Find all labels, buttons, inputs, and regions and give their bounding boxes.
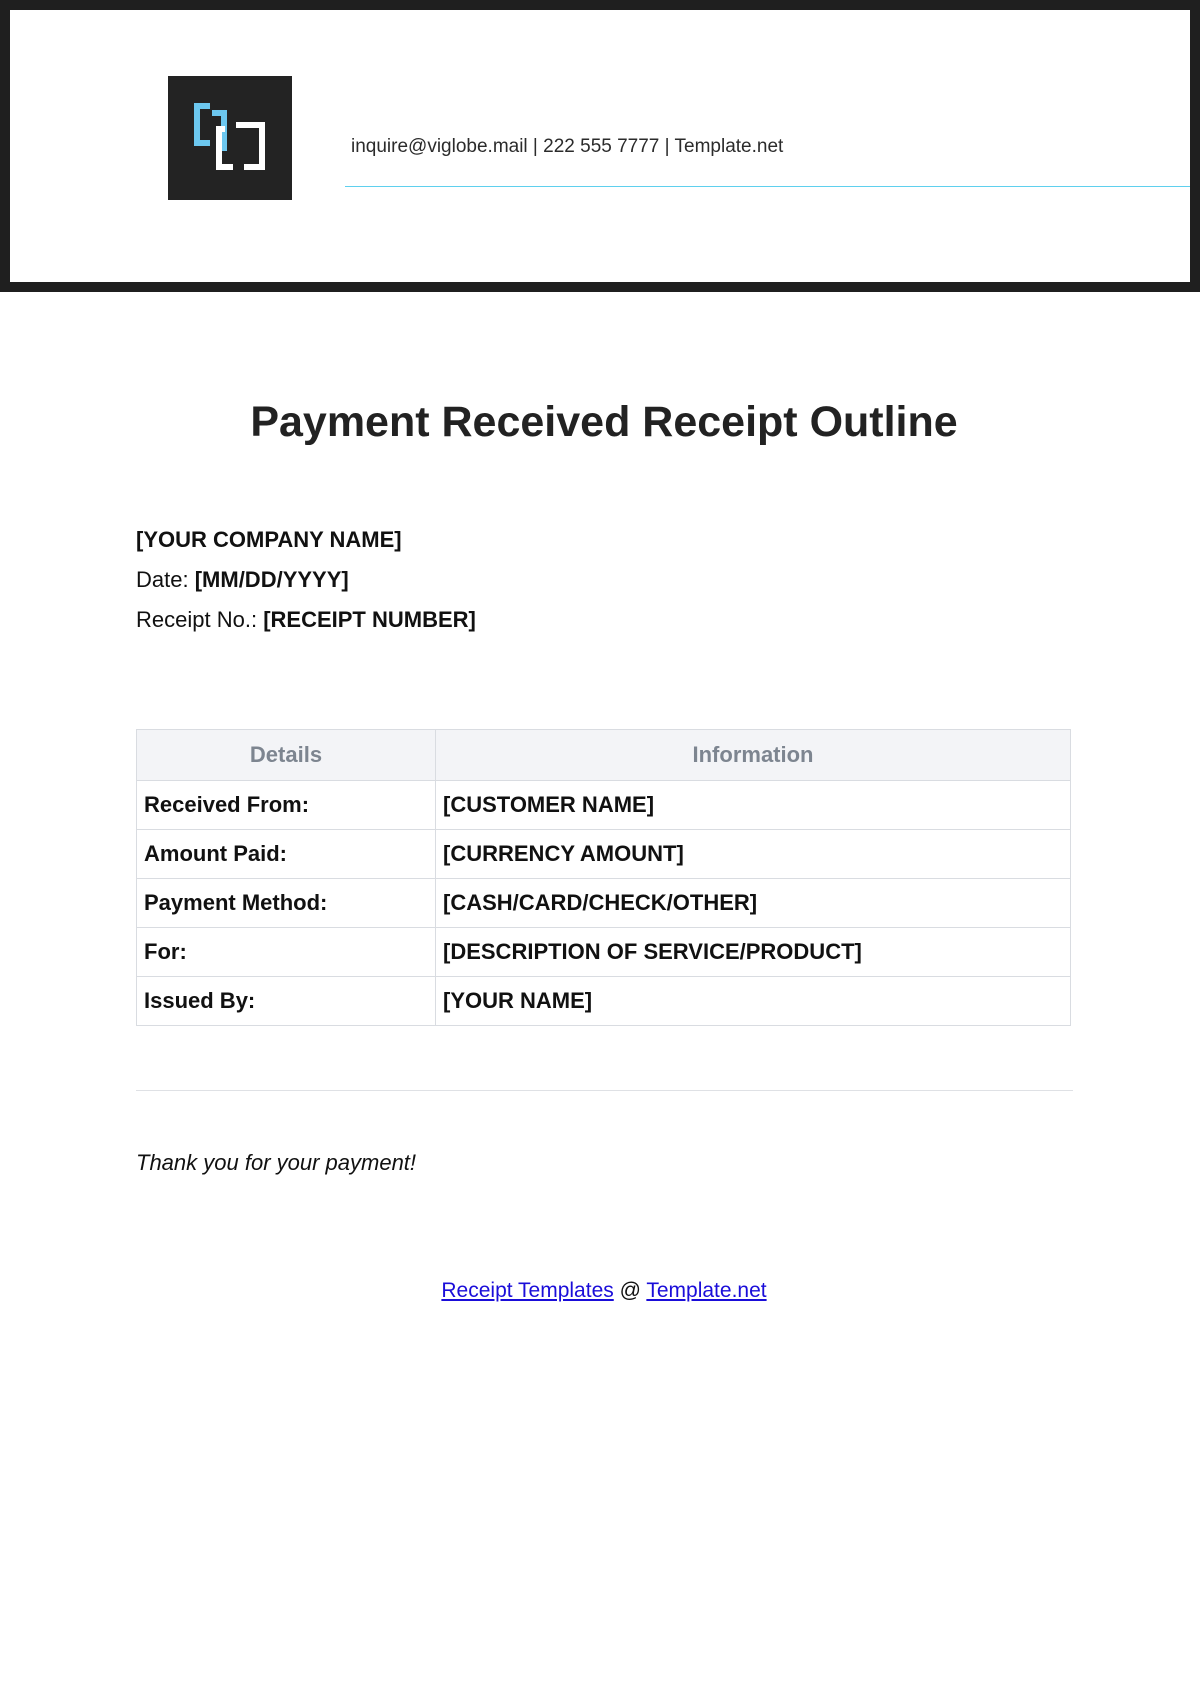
date-value: [MM/DD/YYYY] bbox=[194, 567, 349, 592]
company-name-row bbox=[136, 520, 476, 560]
bracket-logo-icon bbox=[168, 76, 292, 200]
detail-label: Received From: bbox=[137, 781, 436, 830]
column-header-details: Details bbox=[137, 730, 436, 781]
detail-value: [CASH/CARD/CHECK/OTHER] bbox=[436, 879, 1071, 928]
contact-info: inquire@viglobe.mail | 222 555 7777 | Template.net bbox=[351, 136, 784, 157]
footer-links bbox=[0, 1279, 1200, 1303]
section-divider bbox=[136, 1090, 1073, 1091]
detail-label: For: bbox=[137, 928, 436, 977]
detail-value: [CURRENCY AMOUNT] bbox=[436, 830, 1071, 879]
company-name: [YOUR COMPANY NAME] bbox=[136, 527, 402, 552]
detail-value: [CUSTOMER NAME] bbox=[436, 781, 1071, 830]
column-header-information: Information bbox=[436, 730, 1071, 781]
receipt-number-value: [RECEIPT NUMBER] bbox=[263, 607, 476, 632]
thank-you-note: Thank you for your payment! bbox=[136, 1150, 417, 1175]
table-header-row bbox=[137, 730, 1071, 781]
receipt-number-label: Receipt No.: bbox=[136, 607, 258, 632]
template-net-link[interactable]: Template.net bbox=[646, 1279, 767, 1302]
table-row bbox=[137, 977, 1071, 1026]
detail-label: Amount Paid: bbox=[137, 830, 436, 879]
date-label: Date: bbox=[136, 567, 189, 592]
detail-value: [YOUR NAME] bbox=[436, 977, 1071, 1026]
receipt-details-table bbox=[136, 729, 1071, 1026]
company-logo bbox=[168, 76, 292, 200]
page-title: Payment Received Receipt Outline bbox=[250, 398, 958, 446]
table-row bbox=[137, 879, 1071, 928]
detail-label: Issued By: bbox=[137, 977, 436, 1026]
header-accent-rule bbox=[345, 186, 1190, 187]
detail-label: Payment Method: bbox=[137, 879, 436, 928]
footer-separator: @ bbox=[613, 1279, 647, 1302]
receipt-number-row bbox=[136, 600, 476, 640]
date-row bbox=[136, 560, 476, 600]
table-row bbox=[137, 781, 1071, 830]
detail-value: [DESCRIPTION OF SERVICE/PRODUCT] bbox=[436, 928, 1071, 977]
table-row bbox=[137, 928, 1071, 977]
receipt-info bbox=[136, 520, 476, 640]
receipt-templates-link[interactable]: Receipt Templates bbox=[441, 1279, 614, 1302]
table-row bbox=[137, 830, 1071, 879]
